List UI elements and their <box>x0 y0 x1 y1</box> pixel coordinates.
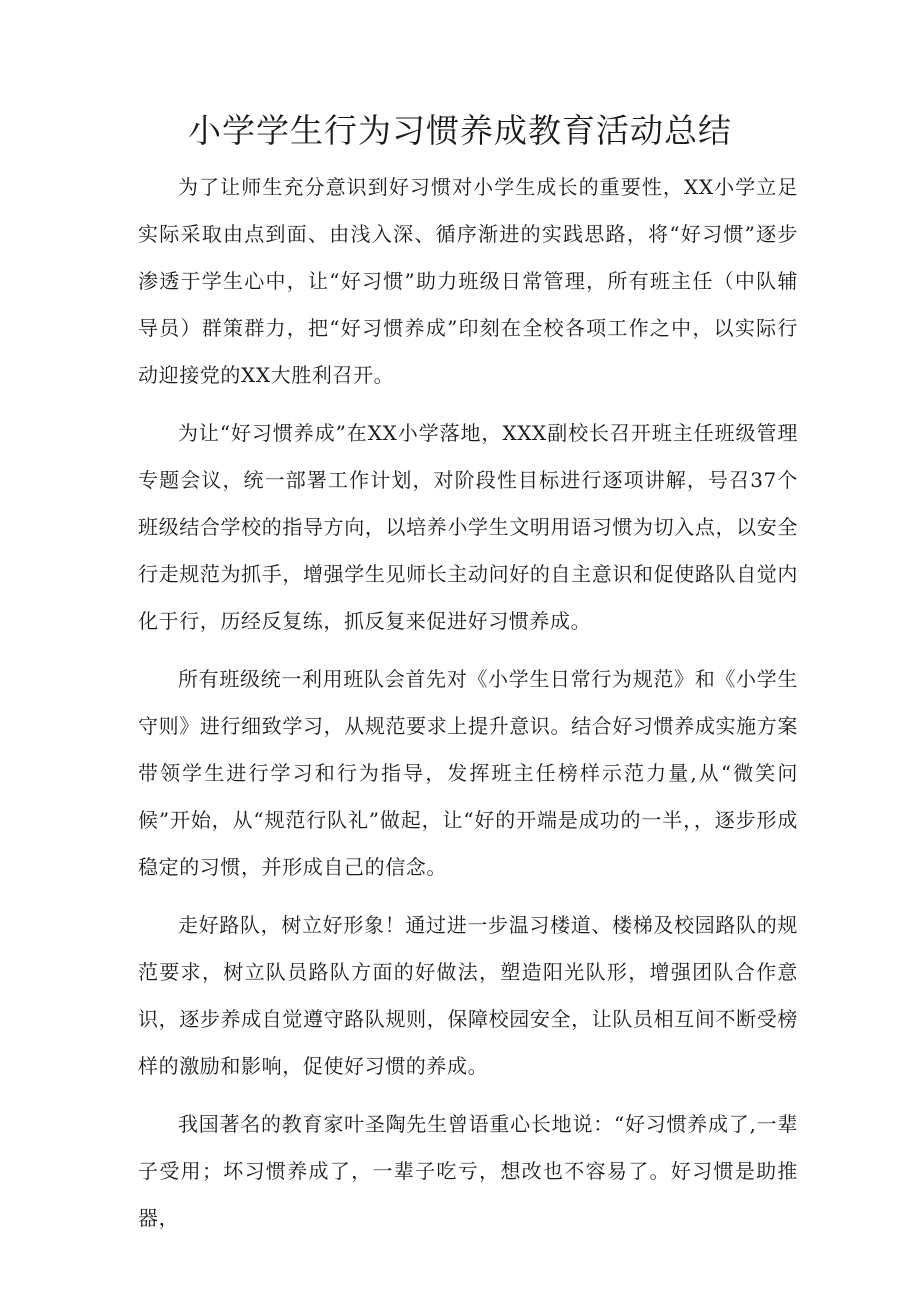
paragraph-1: 为了让师生充分意识到好习惯对小学生成长的重要性，XX小学立足实际采取由点到面、由浅入深、循序渐进的实践思路，将“好习惯”逐步渗透于学生心中，让“好习惯”助力班级日常管理，所有班主任（中队辅导员）群策群力，把“好习惯养成”印刻在全校各项工作之中，以实际行动迎接党的XX大胜利召开。 <box>138 175 798 387</box>
paragraph-2: 为让“好习惯养成”在XX小学落地，XXX副校长召开班主任班级管理专题会议，统一部署工作计划，对阶段性目标进行逐项讲解，号召37个班级结合学校的指导方向，以培养小学生文明用语习惯为切入点，以安全行走规范为抓手，增强学生见师长主动问好的自主意识和促使路队自觉内化于行，历经反复练，抓反复来促进好习惯养成。 <box>138 421 798 633</box>
document-body <box>138 164 798 1253</box>
document-title: 小学学生行为习惯养成教育活动总结 <box>188 111 732 150</box>
paragraph-4: 走好路队，树立好形象！通过进一步温习楼道、楼梯及校园路队的规范要求，树立队员路队方面的好做法，塑造阳光队形，增强团队合作意识，逐步养成自觉遵守路队规则，保障校园安全，让队员相互间不断受榜样的激励和影响，促使好习惯的养成。 <box>138 913 798 1078</box>
paragraph-3: 所有班级统一利用班队会首先对《小学生日常行为规范》和《小学生守则》进行细致学习，从规范要求上提升意识。结合好习惯养成实施方案带领学生进行学习和行为指导，发挥班主任榜样示范力量,从“微笑问候”开始，从“规范行队礼”做起，让“好的开端是成功的一半，，逐步形成稳定的习惯，并形成自己的信念。 <box>138 667 798 879</box>
paragraph-5: 我国著名的教育家叶圣陶先生曾语重心长地说：“好习惯养成了,一辈子受用；坏习惯养成了，一辈子吃亏，想改也不容易了。好习惯是助推器， <box>138 1112 798 1230</box>
